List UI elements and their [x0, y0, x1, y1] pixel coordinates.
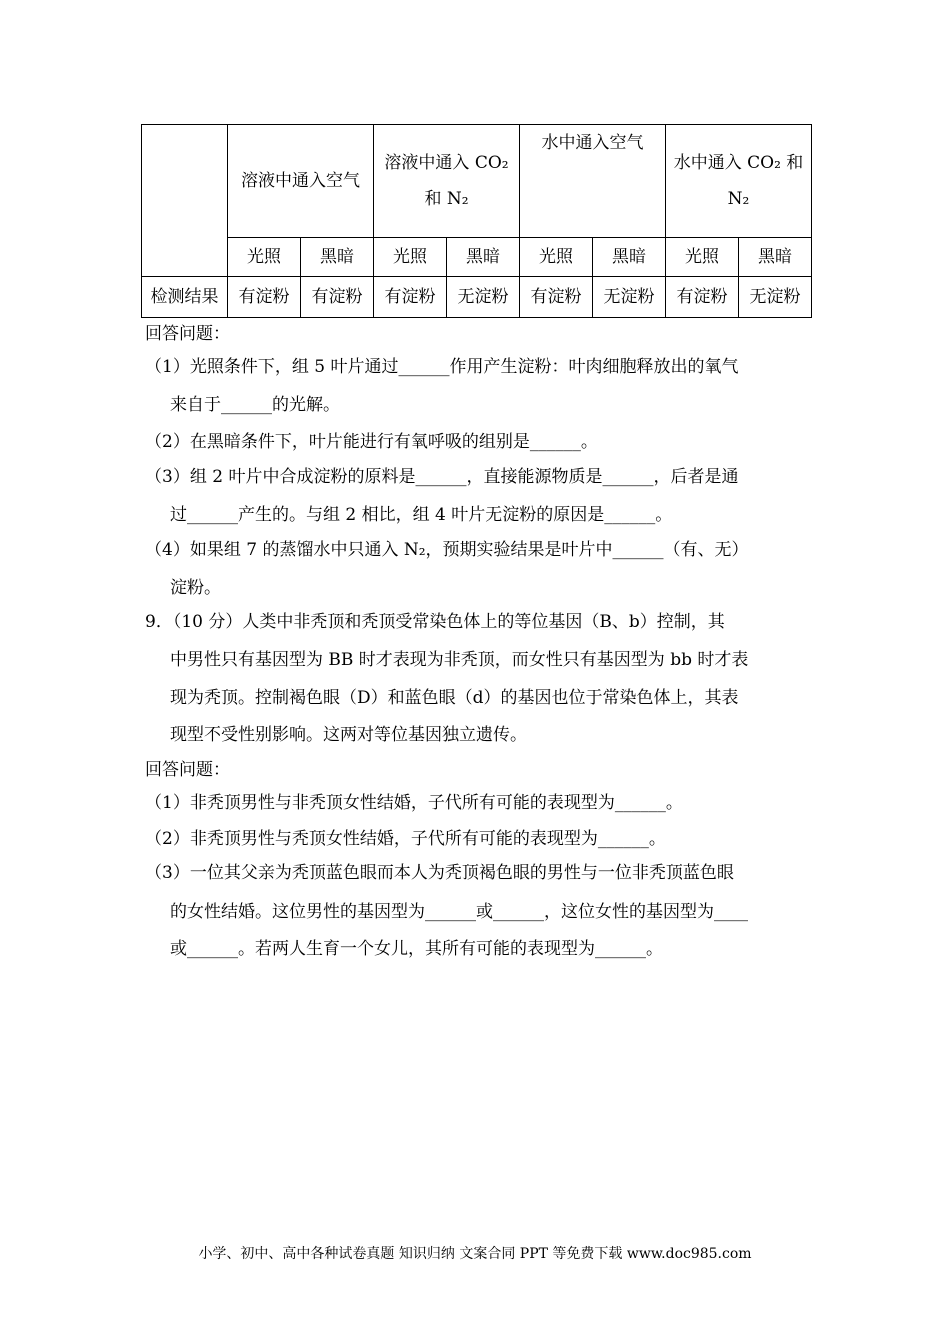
condition-cell: 水中通入空气 [520, 125, 666, 238]
q8-answer-label: 回答问题： [145, 324, 230, 344]
result-cell: 有淀粉 [666, 277, 739, 318]
condition-cell: 溶液中通入 CO₂ 和 N₂ [374, 125, 520, 238]
condition-row [142, 125, 812, 238]
light-cell: 光照 [520, 238, 593, 277]
q9-item-3-line-3: 或______。若两人生育一个女儿，其所有可能的表现型为______。 [170, 939, 663, 959]
light-cell: 黑暗 [447, 238, 520, 277]
result-header: 检测结果 [142, 277, 228, 318]
q8-item-3-line-2: 过______产生的。与组 2 相比，组 4 叶片无淀粉的原因是______。 [170, 505, 673, 525]
result-cell: 无淀粉 [593, 277, 666, 318]
q9-line-2: 中男性只有基因型为 BB 时才表现为非秃顶，而女性只有基因型为 bb 时才表 [170, 650, 749, 670]
light-cell: 黑暗 [593, 238, 666, 277]
condition-cell: 水中通入 CO₂ 和 N₂ [666, 125, 812, 238]
q9-answer-label: 回答问题： [145, 760, 230, 780]
condition-cell: 溶液中通入空气 [228, 125, 374, 238]
q9-item-3-line-1: （3）一位其父亲为秃顶蓝色眼而本人为秃顶褐色眼的男性与一位非秃顶蓝色眼 [145, 863, 734, 883]
result-row [142, 277, 812, 318]
result-cell: 有淀粉 [301, 277, 374, 318]
q9-line-1: 9．（10 分）人类中非秃顶和秃顶受常染色体上的等位基因（B、b）控制，其 [145, 612, 725, 632]
light-row [142, 238, 812, 277]
q8-item-4-line-2: 淀粉。 [170, 578, 221, 598]
q9-item-2: （2）非秃顶男性与秃顶女性结婚，子代所有可能的表现型为______。 [145, 829, 666, 849]
light-cell: 光照 [666, 238, 739, 277]
light-cell: 黑暗 [301, 238, 374, 277]
experiment-table [141, 124, 812, 318]
result-cell: 无淀粉 [447, 277, 520, 318]
corner-cell [142, 125, 228, 277]
result-cell: 有淀粉 [374, 277, 447, 318]
q8-item-4-line-1: （4）如果组 7 的蒸馏水中只通入 N₂，预期实验结果是叶片中______（有、无） [145, 540, 749, 560]
light-cell: 黑暗 [739, 238, 812, 277]
q8-item-1-line-1: （1）光照条件下，组 5 叶片通过______作用产生淀粉：叶肉细胞释放出的氧气 [145, 357, 739, 377]
light-cell: 光照 [374, 238, 447, 277]
q8-item-2-line-1: （2）在黑暗条件下，叶片能进行有氧呼吸的组别是______。 [145, 432, 598, 452]
footer-text: 小学、初中、高中各种试卷真题 知识归纳 文案合同 PPT 等免费下载 www.doc985.com [198, 1246, 752, 1262]
q9-item-3-line-2: 的女性结婚。这位男性的基因型为______或______，这位女性的基因型为____ [170, 902, 748, 922]
q9-line-4: 现型不受性别影响。这两对等位基因独立遗传。 [170, 725, 527, 745]
q9-line-3: 现为秃顶。控制褐色眼（D）和蓝色眼（d）的基因也位于常染色体上，其表 [170, 688, 739, 708]
result-cell: 无淀粉 [739, 277, 812, 318]
q8-item-3-line-1: （3）组 2 叶片中合成淀粉的原料是______，直接能源物质是______，后者是通 [145, 467, 739, 487]
q8-item-1-line-2: 来自于______的光解。 [170, 395, 340, 415]
result-cell: 有淀粉 [520, 277, 593, 318]
result-cell: 有淀粉 [228, 277, 301, 318]
q9-item-1: （1）非秃顶男性与非秃顶女性结婚，子代所有可能的表现型为______。 [145, 793, 683, 813]
light-cell: 光照 [228, 238, 301, 277]
